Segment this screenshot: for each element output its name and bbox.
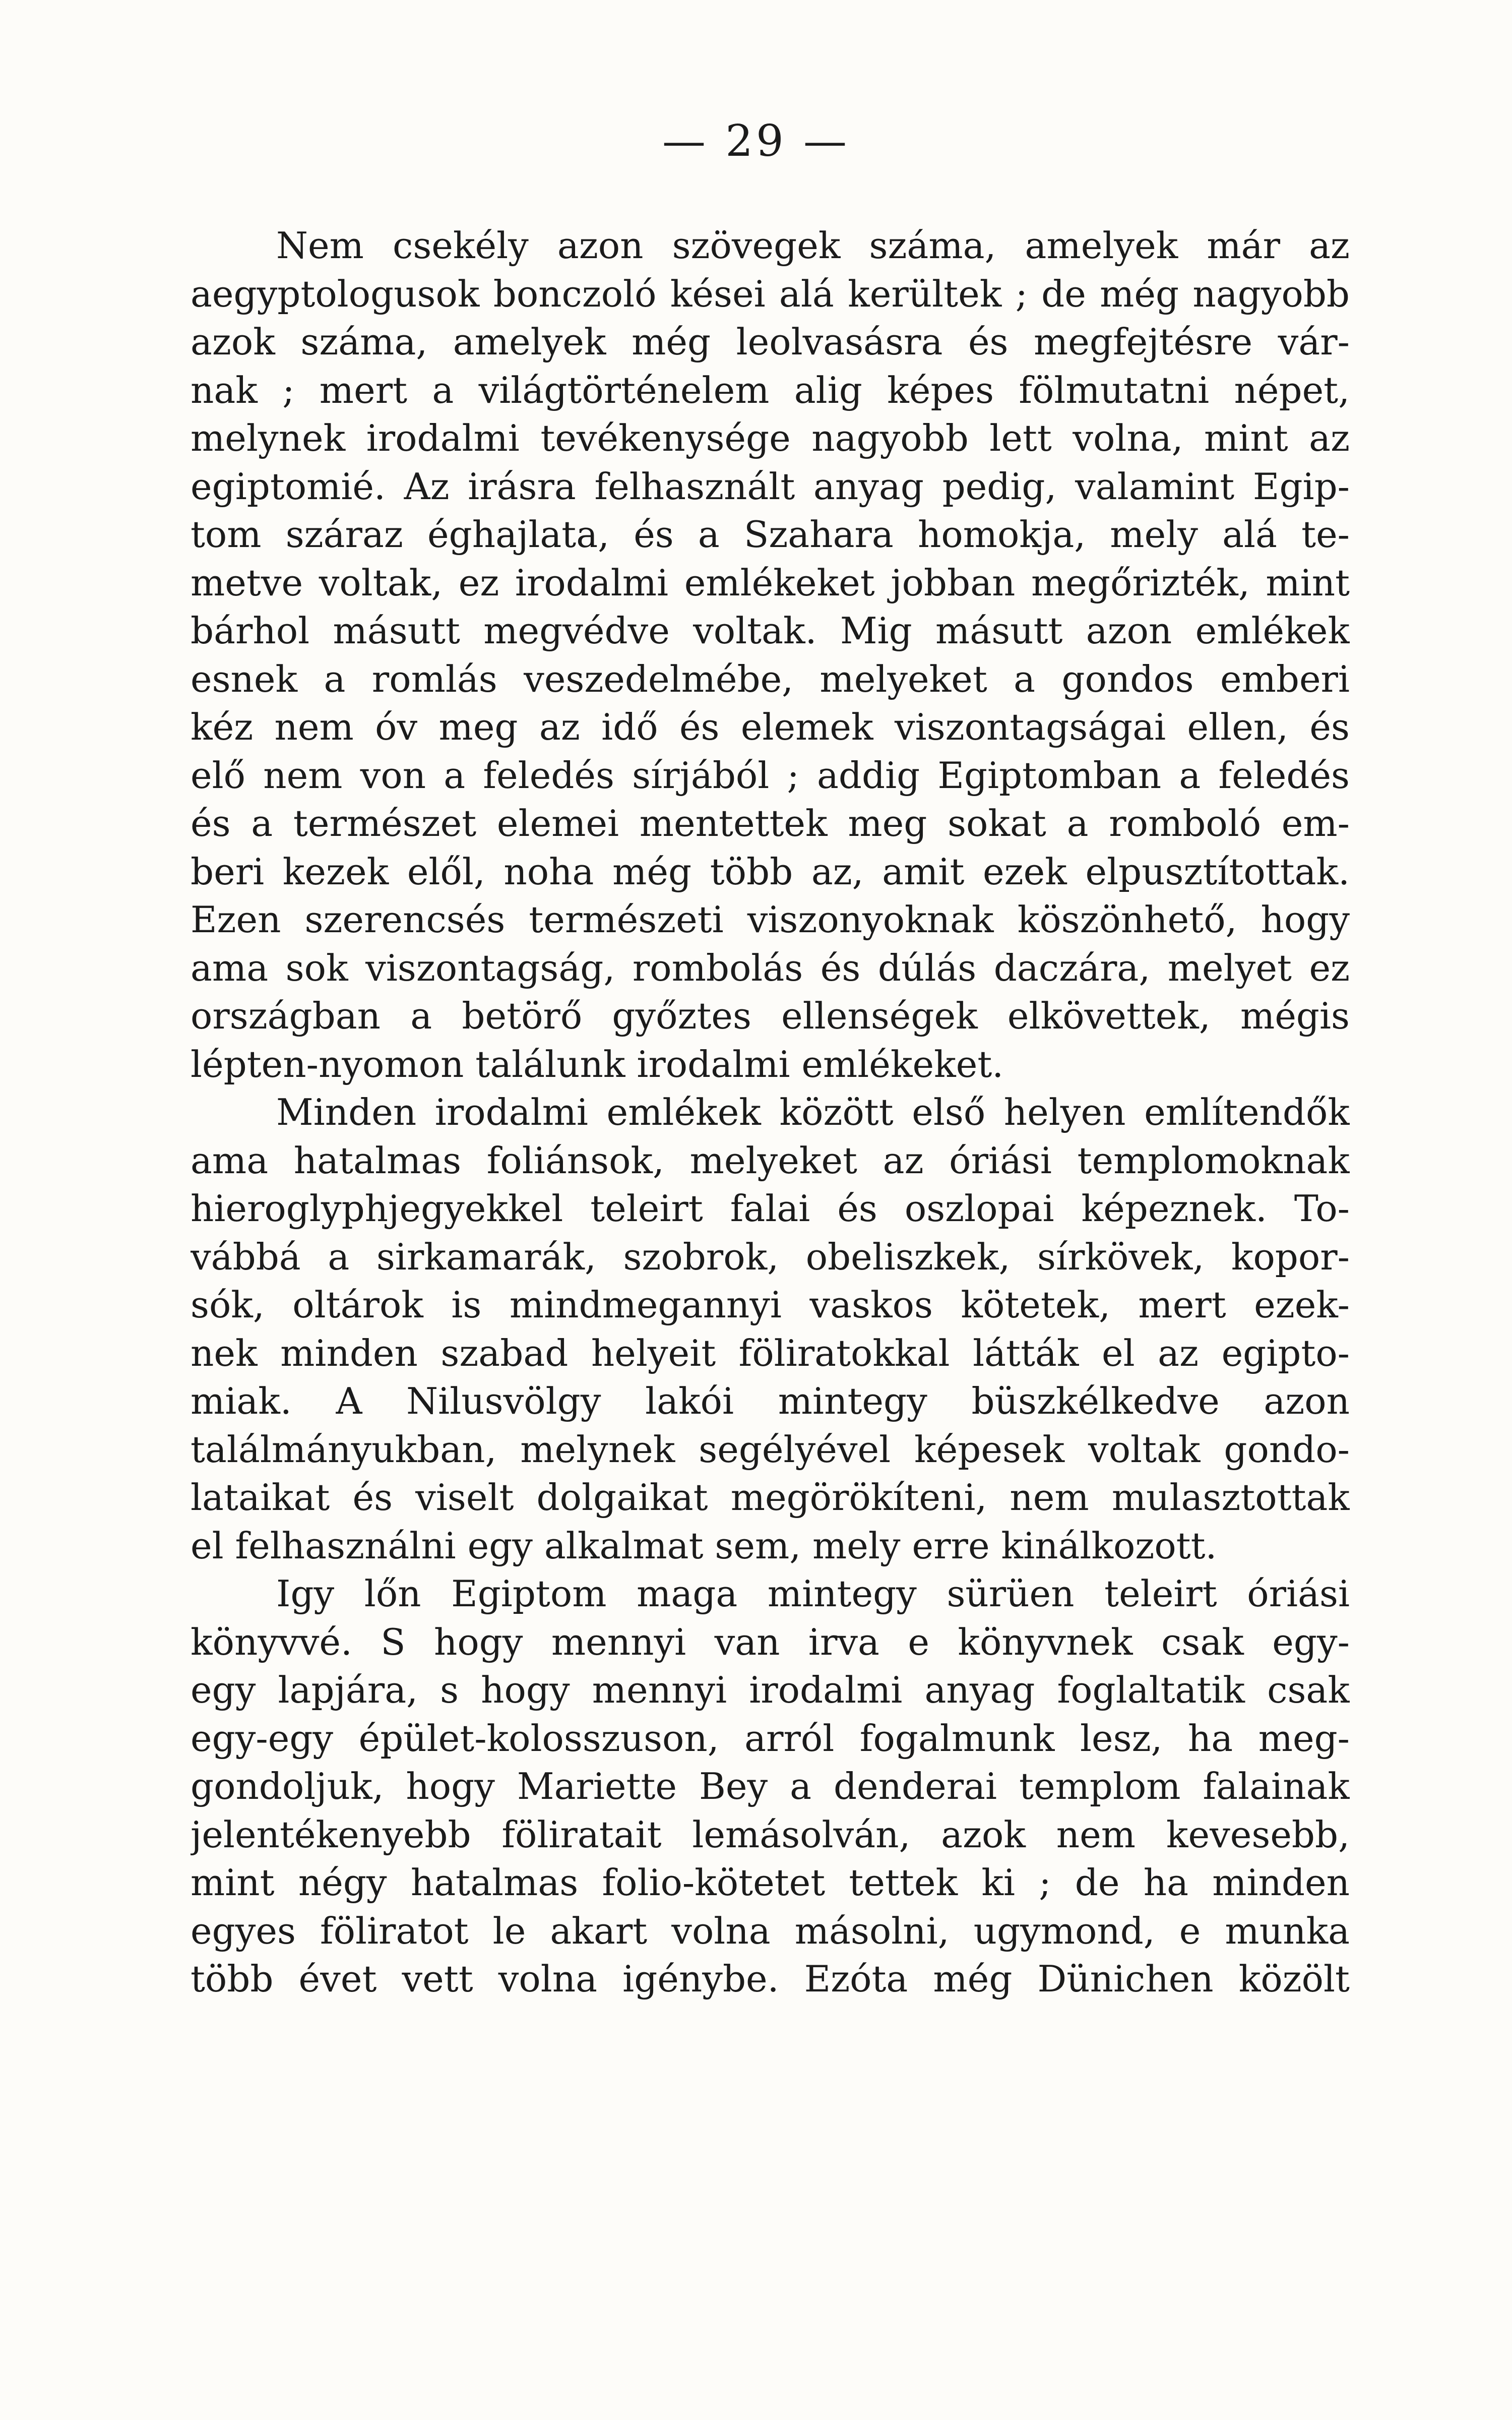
text-line: mint négy hatalmas folio-kötetet tettek ki ; de ha minden bbox=[191, 1861, 1350, 1904]
text-line: Ezen szerencsés természeti viszonyoknak köszönhető, hogy bbox=[191, 898, 1350, 941]
text-line: el felhasználni egy alkalmat sem, mely erre kinálkozott. bbox=[191, 1524, 1217, 1567]
text-line: jelentékenyebb föliratait lemásolván, azok nem kevesebb, bbox=[191, 1813, 1350, 1856]
text-line: és a természet elemei mentettek meg sokat a romboló em- bbox=[191, 802, 1350, 844]
text-line: miak. A Nilusvölgy lakói mintegy büszkélkedve azon bbox=[191, 1380, 1350, 1422]
page-number: — 29 — bbox=[662, 116, 850, 166]
text-line: több évet vett volna igénybe. Ezóta még Dünichen közölt bbox=[191, 1958, 1350, 2000]
text-line: nek minden szabad helyeit föliratokkal látták el az egipto- bbox=[191, 1332, 1350, 1374]
text-line: kéz nem óv meg az idő és elemek viszontagságai ellen, és bbox=[191, 706, 1350, 748]
text-line: esnek a romlás veszedelmébe, melyeket a gondos emberi bbox=[191, 657, 1350, 700]
text-line: lataikat és viselt dolgaikat megörökíteni, nem mulasztottak bbox=[191, 1476, 1350, 1519]
text-line: bárhol másutt megvédve voltak. Mig másutt azon emlékek bbox=[191, 610, 1350, 652]
text-line: ama sok viszontagság, rombolás és dúlás daczára, melyet ez bbox=[191, 946, 1350, 989]
paragraph bbox=[191, 1088, 1350, 1570]
text-line: gondoljuk, hogy Mariette Bey a denderai templom falainak bbox=[191, 1765, 1350, 1807]
text-line: ama hatalmas foliánsok, melyeket az óriási templomoknak bbox=[191, 1139, 1350, 1182]
text-line: aegyptologusok bonczoló kései alá kerültek ; de még nagyobb bbox=[191, 272, 1350, 315]
text-line: tom száraz éghajlata, és a Szahara homokja, mely alá te- bbox=[191, 513, 1350, 556]
text-line: melynek irodalmi tevékenysége nagyobb lett volna, mint az bbox=[191, 417, 1350, 459]
text-line: egy-egy épület-kolosszuson, arról fogalmunk lesz, ha meg- bbox=[191, 1717, 1350, 1760]
text-line: lépten-nyomon találunk irodalmi emlékeket. bbox=[191, 1043, 1004, 1085]
text-line: találmányukban, melynek segélyével képesek voltak gondo- bbox=[191, 1428, 1350, 1471]
text-line: könyvvé. S hogy mennyi van irva e könyvnek csak egy- bbox=[191, 1620, 1350, 1663]
text-line: egiptomié. Az irásra felhasznált anyag pedig, valamint Egip- bbox=[191, 465, 1350, 508]
text-line: metve voltak, ez irodalmi emlékeket jobban megőrizték, mint bbox=[191, 561, 1350, 604]
text-line: vábbá a sirkamarák, szobrok, obeliszkek, sírkövek, kopor- bbox=[191, 1235, 1350, 1278]
text-line: beri kezek elől, noha még több az, amit ezek elpusztítottak. bbox=[191, 850, 1350, 893]
text-line: azok száma, amelyek még leolvasásra és megfejtésre vár- bbox=[191, 321, 1350, 363]
text-line: hieroglyphjegyekkel teleirt falai és oszlopai képeznek. To- bbox=[191, 1187, 1350, 1230]
body-text bbox=[191, 222, 1350, 2004]
paragraph bbox=[191, 222, 1350, 1088]
text-line: nak ; mert a világtörténelem alig képes fölmutatni népet, bbox=[191, 369, 1350, 411]
text-line: egy lapjára, s hogy mennyi irodalmi anyag foglaltatik csak bbox=[191, 1669, 1350, 1711]
text-line: Minden irodalmi emlékek között első helyen említendők bbox=[276, 1091, 1350, 1133]
text-line: országban a betörő győztes ellenségek elkövettek, mégis bbox=[191, 995, 1350, 1037]
text-line: sók, oltárok is mindmegannyi vaskos kötetek, mert ezek- bbox=[191, 1284, 1350, 1326]
text-line: elő nem von a feledés sírjából ; addig Egiptomban a feledés bbox=[191, 754, 1350, 797]
text-line: Igy lőn Egiptom maga mintegy sürüen teleirt óriási bbox=[276, 1572, 1350, 1615]
text-line: Nem csekély azon szövegek száma, amelyek már az bbox=[276, 224, 1350, 267]
paragraph bbox=[191, 1570, 1350, 2004]
text-line: egyes föliratot le akart volna másolni, ugymond, e munka bbox=[191, 1909, 1350, 1952]
